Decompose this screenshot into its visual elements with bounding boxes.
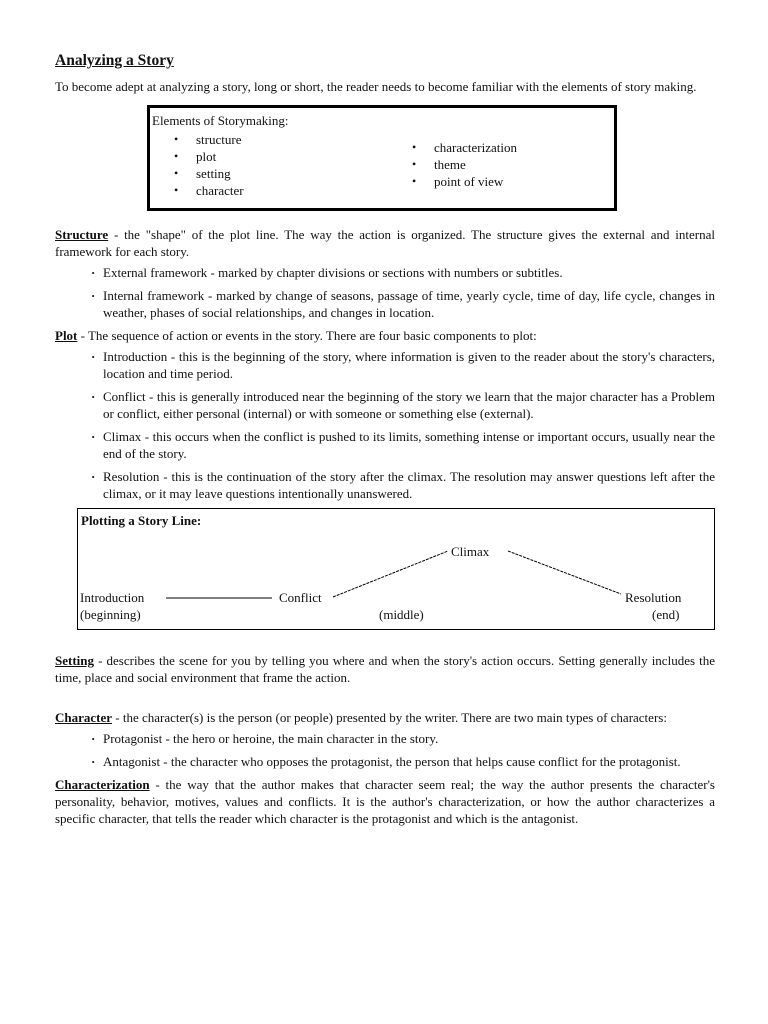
list-item: • character [174,182,244,199]
character-list [55,730,715,770]
setting-term: Setting [55,653,94,668]
end-label: (end) [652,607,680,622]
introduction-label: Introduction [80,590,145,605]
plot-diagram-title: Plotting a Story Line: [81,513,202,528]
page-title: Analyzing a Story [55,52,174,69]
setting-paragraph [55,652,715,686]
characterization-section [55,776,715,827]
elements-list-right [412,139,517,190]
characterization-paragraph [55,776,715,827]
plot-definition: - The sequence of action or events in the story. There are four basic components to plot: [77,328,537,343]
setting-section [55,652,715,686]
list-item: • setting [174,165,244,182]
list-item: · External framework - marked by chapter divisions or sections with numbers or subtitles. [103,264,715,281]
structure-term: Structure [55,227,109,242]
list-item: • plot [174,148,244,165]
list-item: · Climax - this occurs when the conflict is pushed to its limits, something intense or important occurs, usually near the end of the story. [103,428,715,462]
structure-paragraph [55,226,715,260]
character-definition: - the character(s) is the person (or people) presented by the writer. There are two main types of characters: [112,710,667,725]
character-paragraph [55,709,715,726]
structure-list [55,264,715,321]
structure-definition: - the "shape" of the plot line. The way the action is organized. The structure gives the external and internal framework for each story. [55,227,715,259]
setting-definition: - describes the scene for you by telling you where and when the story's action occurs. Setting generally includes the time, place and social environment that frame the action. [55,653,715,685]
list-item: · Conflict - this is generally introduced near the beginning of the story we learn that the major character has a Problem or conflict, either personal (internal) or with someone or something else (external). [103,388,715,422]
elements-box [147,105,617,211]
list-item: · Introduction - this is the beginning of the story, where information is given to the reader about the story's characters, location and time period. [103,348,715,382]
character-term: Character [55,710,113,725]
beginning-label: (beginning) [80,607,141,622]
document-page [55,52,715,827]
plot-list [55,348,715,502]
character-section [55,709,715,770]
characterization-definition: - the way that the author makes that character seem real; the way the author presents the character's personality, behavior, motives, values and conflicts. It is the author's characterization, or how the author characterizes a specific character, that tells the reader which character is the protagonist and which is the antagonist. [55,777,715,826]
list-item: • characterization [412,139,517,156]
elements-list-left [174,131,244,199]
structure-section [55,226,715,321]
plot-section [55,327,715,502]
plot-diagram [77,508,715,630]
list-item: • structure [174,131,244,148]
intro-paragraph: To become adept at analyzing a story, long or short, the reader needs to become familiar with the elements of story making. [55,79,697,94]
climax-label: Climax [451,544,490,559]
list-item: • point of view [412,173,517,190]
list-item: • theme [412,156,517,173]
plot-paragraph [55,327,715,344]
rising-action-line [333,551,448,597]
list-item: · Resolution - this is the continuation of the story after the climax. The resolution may answer questions left after the climax, or it may leave questions intentionally unanswered. [103,468,715,502]
resolution-label: Resolution [625,590,682,605]
characterization-term: Characterization [55,777,150,792]
list-item: · Protagonist - the hero or heroine, the main character in the story. [103,730,715,747]
middle-label: (middle) [379,607,424,622]
elements-box-title: Elements of Storymaking: [152,113,289,128]
list-item: · Antagonist - the character who opposes the protagonist, the person that helps cause conflict for the protagonist. [103,753,715,770]
conflict-label: Conflict [279,590,322,605]
list-item: · Internal framework - marked by change of seasons, passage of time, yearly cycle, time of day, life cycle, changes in weather, phases of social relationships, and changes in location. [103,287,715,321]
plot-term: Plot [55,328,78,343]
falling-action-line [508,551,621,594]
